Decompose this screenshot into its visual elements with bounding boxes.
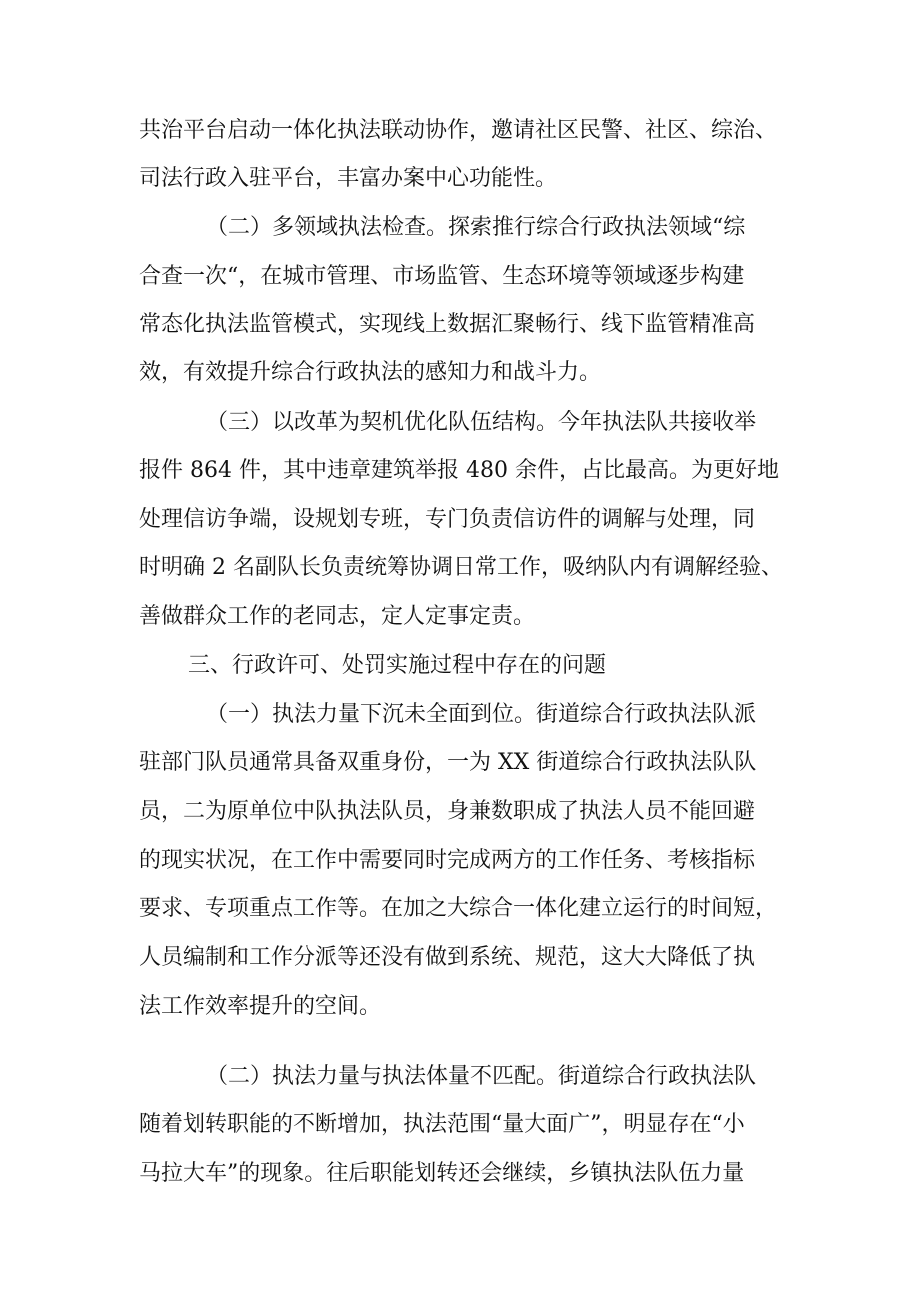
text-line: 员，二为原单位中队执法队员，身兼数职成了执法人员不能回避 xyxy=(139,799,756,824)
text-line: 法工作效率提升的空间。 xyxy=(139,994,382,1019)
paragraph-2-line: （二）多领域执法检查。探索推行综合行政执法领域“综 xyxy=(206,215,746,240)
text-line: 合查一次“，在城市管理、市场监管、生态环境等领域逐步构建 xyxy=(139,264,745,289)
text-line: 效，有效提升综合行政执法的感知力和战斗力。 xyxy=(139,360,602,385)
text-line: 随着划转职能的不断增加，执法范围“量大面广”，明显存在“小 xyxy=(139,1112,745,1137)
text-line: 常态化执法监管模式，实现线上数据汇聚畅行、线下监管精准高 xyxy=(139,312,756,337)
text-line: 要求、专项重点工作等。在加之大综合一体化建立运行的时间短， xyxy=(139,896,778,921)
text-line: 人员编制和工作分派等还没有做到系统、规范，这大大降低了执 xyxy=(139,945,756,970)
paragraph-3-line: （三）以改革为契机优化队伍结构。今年执法队共接收举 xyxy=(206,410,757,435)
text-line: 司法行政入驻平台，丰富办案中心功能性。 xyxy=(139,166,558,191)
text-line: 时明确 2 名副队长负责统筹协调日常工作，吸纳队内有调解经验、 xyxy=(139,555,783,580)
text-line: 驻部门队员通常具备双重身份，一为 XX 街道综合行政执法队队 xyxy=(139,750,757,775)
text-line: 马拉大车”的现象。往后职能划转还会继续，乡镇执法队伍力量 xyxy=(139,1161,745,1186)
text-line: 的现实状况，在工作中需要同时完成两方的工作任务、考核指标 xyxy=(139,848,756,873)
paragraph-4-line: （一）执法力量下沉未全面到位。街道综合行政执法队派 xyxy=(206,702,757,727)
text-line: 善做群众工作的老同志，定人定事定责。 xyxy=(139,604,536,629)
paragraph-5-line: （二）执法力量与执法体量不匹配。街道综合行政执法队 xyxy=(206,1064,757,1089)
section-heading: 三、行政许可、处罚实施过程中存在的问题 xyxy=(188,653,607,678)
text-line: 共治平台启动一体化执法联动协作，邀请社区民警、社区、综治、 xyxy=(139,118,778,143)
text-line: 处理信访争端，设规划专班，专门负责信访件的调解与处理，同 xyxy=(139,507,756,532)
text-line: 报件 864 件，其中违章建筑举报 480 余件，占比最高。为更好地 xyxy=(139,458,779,483)
